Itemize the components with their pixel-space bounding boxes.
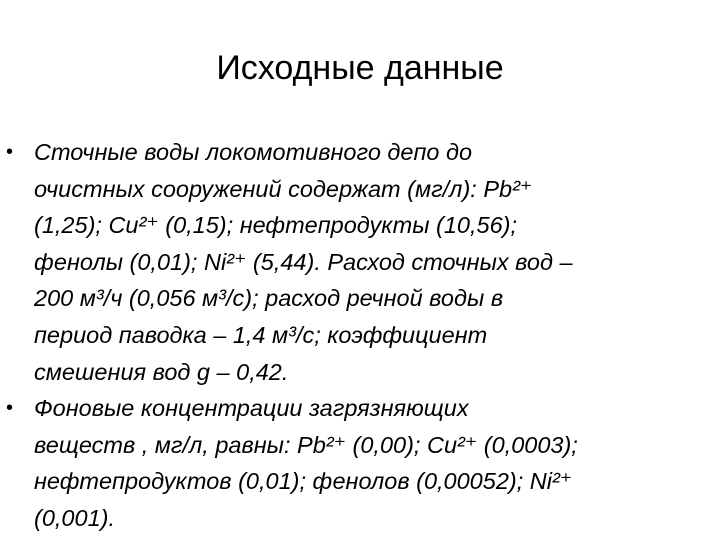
bullet-line: смешения вод g – 0,42. (34, 358, 289, 385)
bullet-line: нефтепродуктов (0,01); фенолов (0,00052); Ni²⁺ (34, 468, 573, 495)
bullet-item-background-concentrations (6, 390, 710, 536)
bullet-line: период паводка – 1,4 м³/с; коэффициент (34, 321, 488, 348)
bullet-item-wastewater (6, 134, 710, 390)
bullet-list (6, 134, 710, 537)
slide-title: Исходные данные (216, 49, 504, 87)
bullet-line: (0,001). (34, 504, 115, 531)
bullet-line: веществ , мг/л, равны: Pb²⁺ (0,00); Cu²⁺ (0,0003); (34, 431, 578, 458)
bullet-line: фенолы (0,01); Ni²⁺ (5,44). Расход сточных вод – (34, 248, 573, 275)
bullet-dot-icon: • (6, 397, 14, 420)
bullet-line: 200 м³/ч (0,056 м³/с); расход речной воды в (34, 285, 504, 312)
bullet-line: Сточные воды локомотивного депо до (34, 139, 473, 165)
bullet-line: Фоновые концентрации загрязняющих (34, 395, 469, 422)
bullet-line: очистных сооружений содержат (мг/л): Pb²⁺ (34, 175, 533, 202)
bullet-line: (1,25); Cu²⁺ (0,15); нефтепродукты (10,56); (34, 212, 518, 239)
bullet-dot-icon: • (6, 141, 14, 163)
